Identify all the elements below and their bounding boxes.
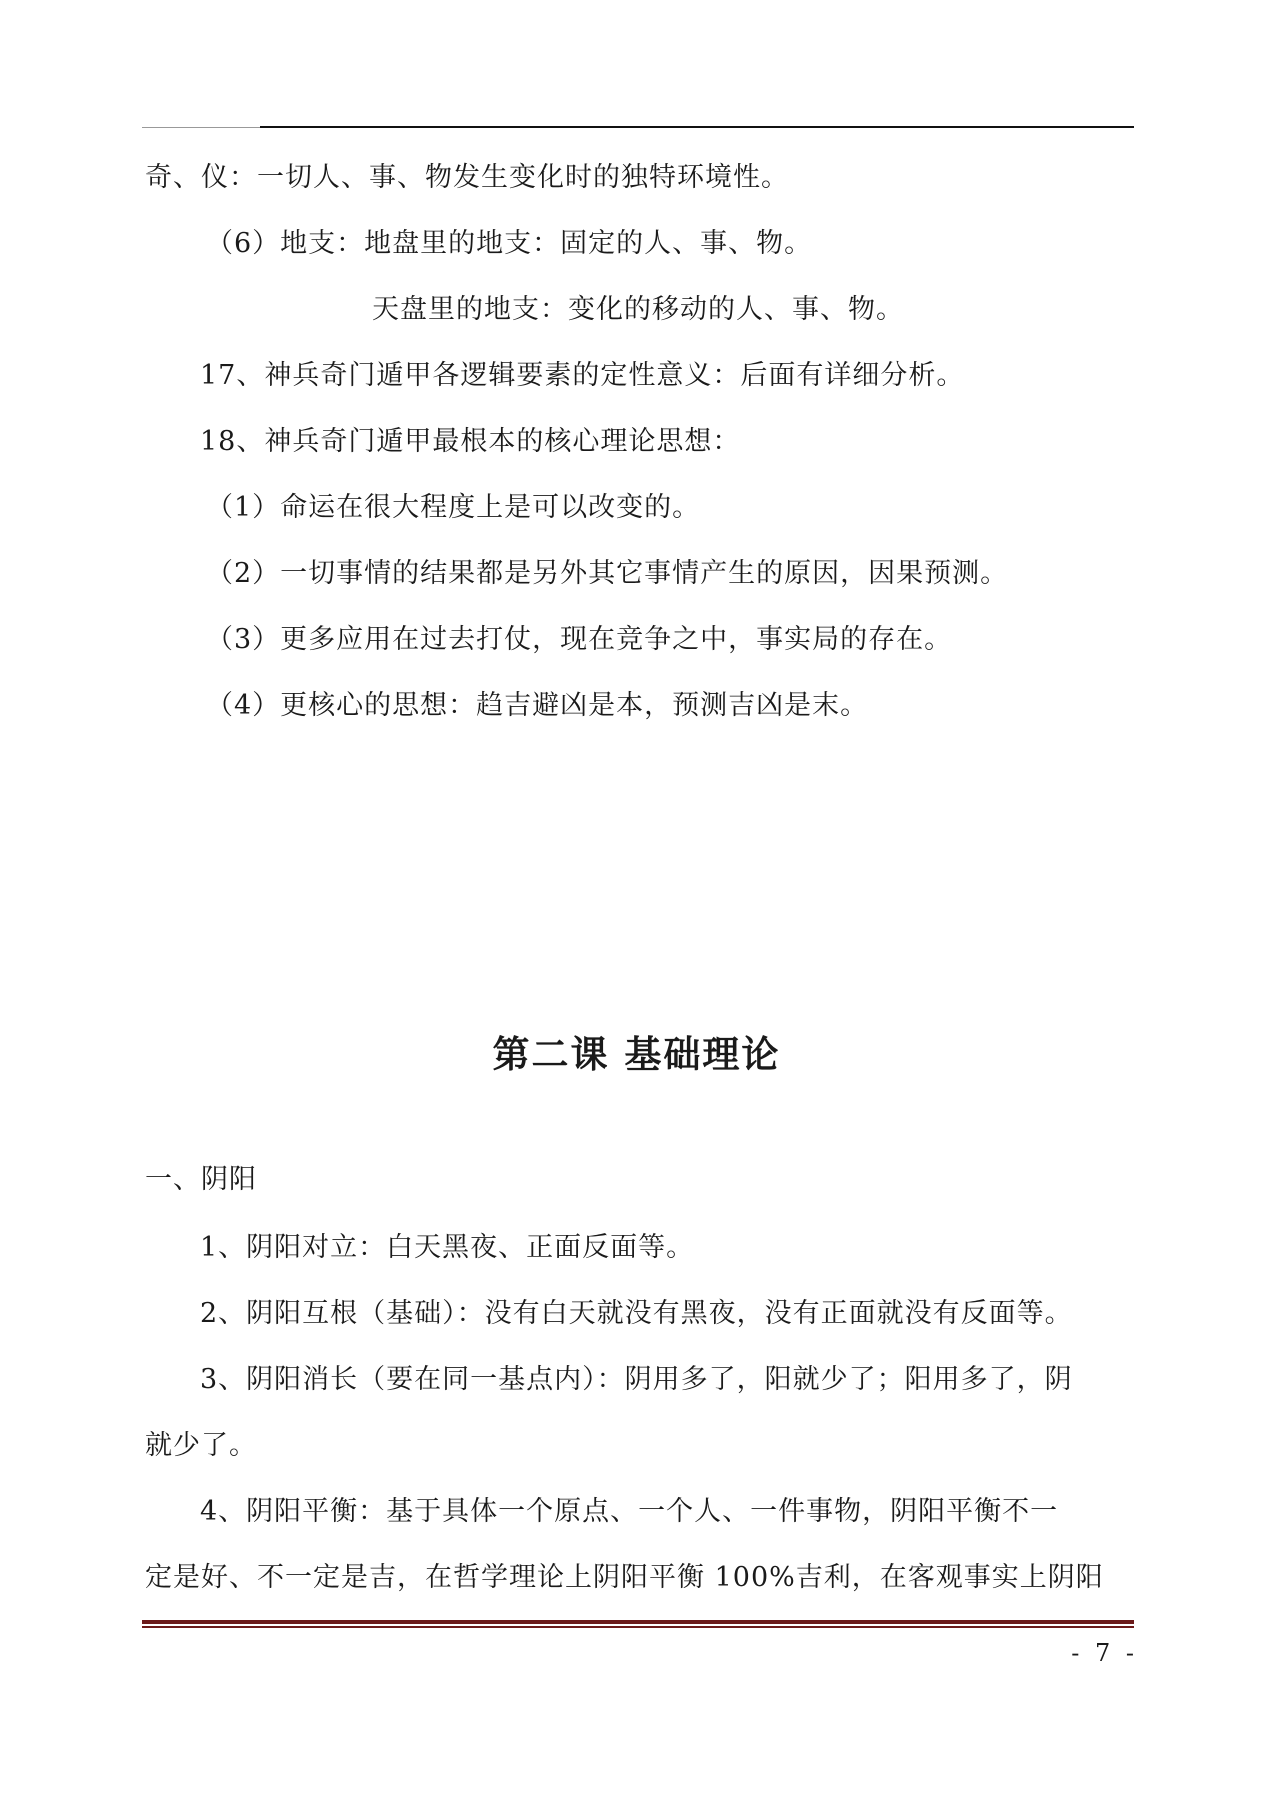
text-line: 1、阴阳对立：白天黑夜、正面反面等。 — [200, 1232, 695, 1263]
list-item: （3）更多应用在过去打仗，现在竞争之中，事实局的存在。 — [206, 624, 953, 655]
text-line: （6）地支：地盘里的地支：固定的人、事、物。 — [206, 228, 813, 259]
text-line: 天盘里的地支：变化的移动的人、事、物。 — [372, 294, 904, 325]
text-line: 18、神兵奇门遁甲最根本的核心理论思想： — [200, 426, 741, 457]
list-item: （4）更核心的思想：趋吉避凶是本，预测吉凶是末。 — [206, 690, 869, 721]
text-line: 定是好、不一定是吉，在哲学理论上阴阳平衡 100%吉利，在客观事实上阴阳 — [145, 1562, 1104, 1593]
text-line: 4、阴阳平衡：基于具体一个原点、一个人、一件事物，阴阳平衡不一 — [200, 1496, 1059, 1527]
text-line: 就少了。 — [145, 1430, 257, 1461]
text-line: 奇、仪：一切人、事、物发生变化时的独特环境性。 — [145, 162, 789, 193]
chapter-title: 第二课 基础理论 — [492, 1032, 781, 1076]
text-line: 2、阴阳互根（基础）：没有白天就没有黑夜，没有正面就没有反面等。 — [200, 1298, 1073, 1329]
footer-rule — [142, 1620, 1134, 1628]
list-item: （1）命运在很大程度上是可以改变的。 — [206, 492, 701, 523]
list-item: （2）一切事情的结果都是另外其它事情产生的原因，因果预测。 — [206, 558, 1009, 589]
header-rule — [142, 127, 1134, 128]
text-line: 3、阴阳消长（要在同一基点内）：阴用多了，阳就少了；阳用多了，阴 — [200, 1364, 1073, 1395]
page-number: - 7 - — [1071, 1639, 1138, 1667]
section-heading: 一、阴阳 — [145, 1164, 257, 1195]
text-line: 17、神兵奇门遁甲各逻辑要素的定性意义：后面有详细分析。 — [200, 360, 965, 391]
